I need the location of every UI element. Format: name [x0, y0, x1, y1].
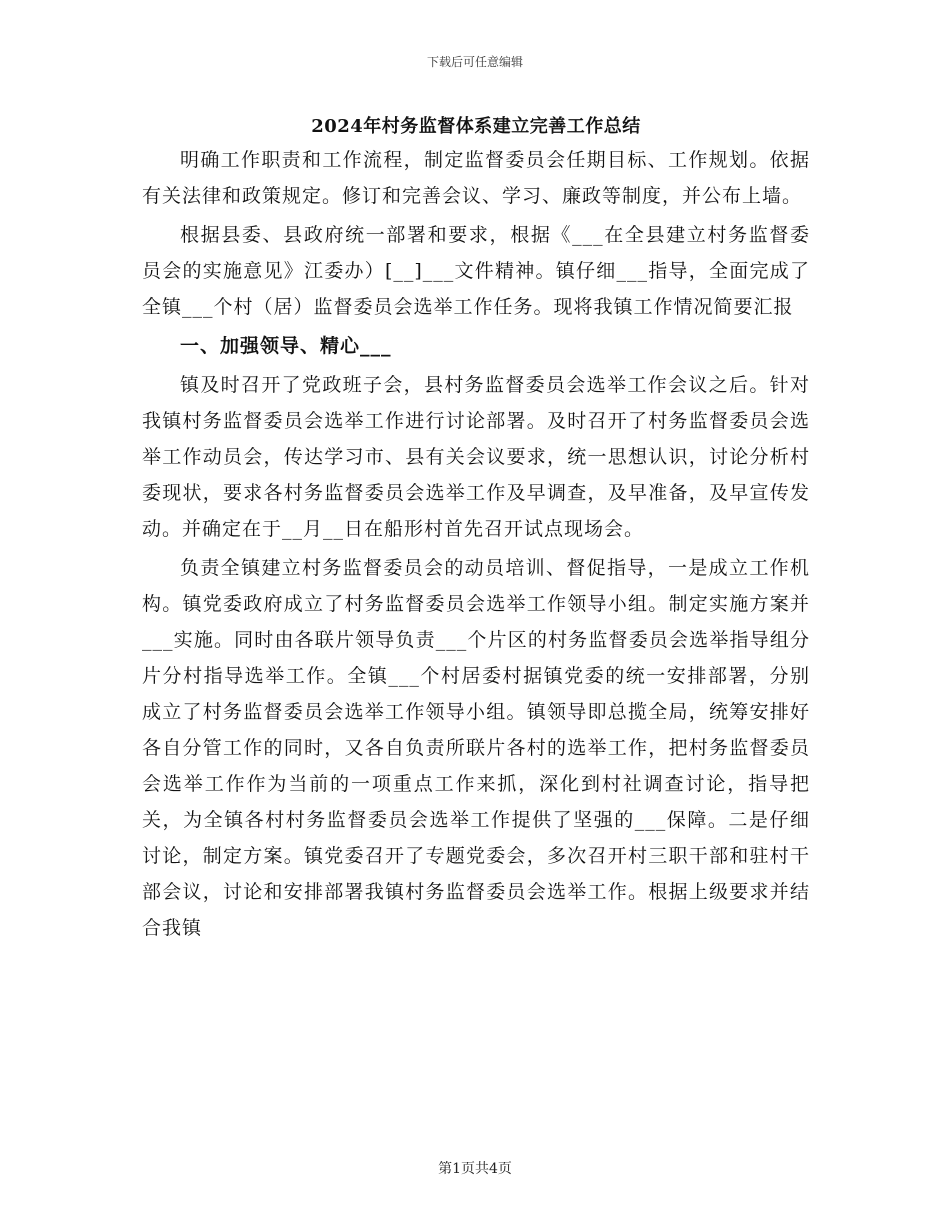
- document-body: [142, 112, 810, 949]
- document-title: 2024年村务监督体系建立完善工作总结: [311, 116, 641, 137]
- section-heading: 一、加强领导、精心___: [180, 335, 392, 357]
- paragraph-section-1: 镇及时召开了党政班子会，县村务监督委员会选举工作会议之后。针对我镇村务监督委员会选举工作进行讨论部署。及时召开了村务监督委员会选举工作动员会，传达学习市、县有关会议要求，统一思想认识，讨论分析村委现状，要求各村务监督委员会选举工作及早调查，及早准备，及早宣传发动。并确定在于__月__日在船形村首先召开试点现场会。: [142, 374, 810, 540]
- paragraph-intro-2: 根据县委、县政府统一部署和要求，根据《___在全县建立村务监督委员会的实施意见》江委办）[__]___文件精神。镇仔细___指导，全面完成了全镇___个村（居）监督委员会选举工作任务。现将我镇工作情况简要汇报: [142, 224, 810, 318]
- paragraph-intro-1: 明确工作职责和工作流程，制定监督委员会任期目标、工作规划。依据有关法律和政策规定。修订和完善会议、学习、廉政等制度，并公布上墙。: [142, 149, 810, 207]
- header-note: 下载后可任意编辑: [426, 55, 523, 69]
- page-number: 第1页共4页: [438, 1161, 512, 1177]
- paragraph-section-2: 负责全镇建立村务监督委员会的动员培训、督促指导，一是成立工作机构。镇党委政府成立了村务监督委员会选举工作领导小组。制定实施方案并___实施。同时由各联片领导负责___个片区的村务监督委员会选举指导组分片分村指导选举工作。全镇___个村居委村据镇党委的统一安排部署，分别成立了村务监督委员会选举工作领导小组。镇领导即总揽全局，统筹安排好各自分管工作的同时，又各自负责所联片各村的选举工作，把村务监督委员会选举工作作为当前的一项重点工作来抓，深化到村社调查讨论，指导把关，为全镇各村村务监督委员会选举工作提供了坚强的___保障。二是仔细讨论，制定方案。镇党委召开了专题党委会，多次召开村三职干部和驻村干部会议，讨论和安排部署我镇村务监督委员会选举工作。根据上级要求并结合我镇: [142, 557, 810, 939]
